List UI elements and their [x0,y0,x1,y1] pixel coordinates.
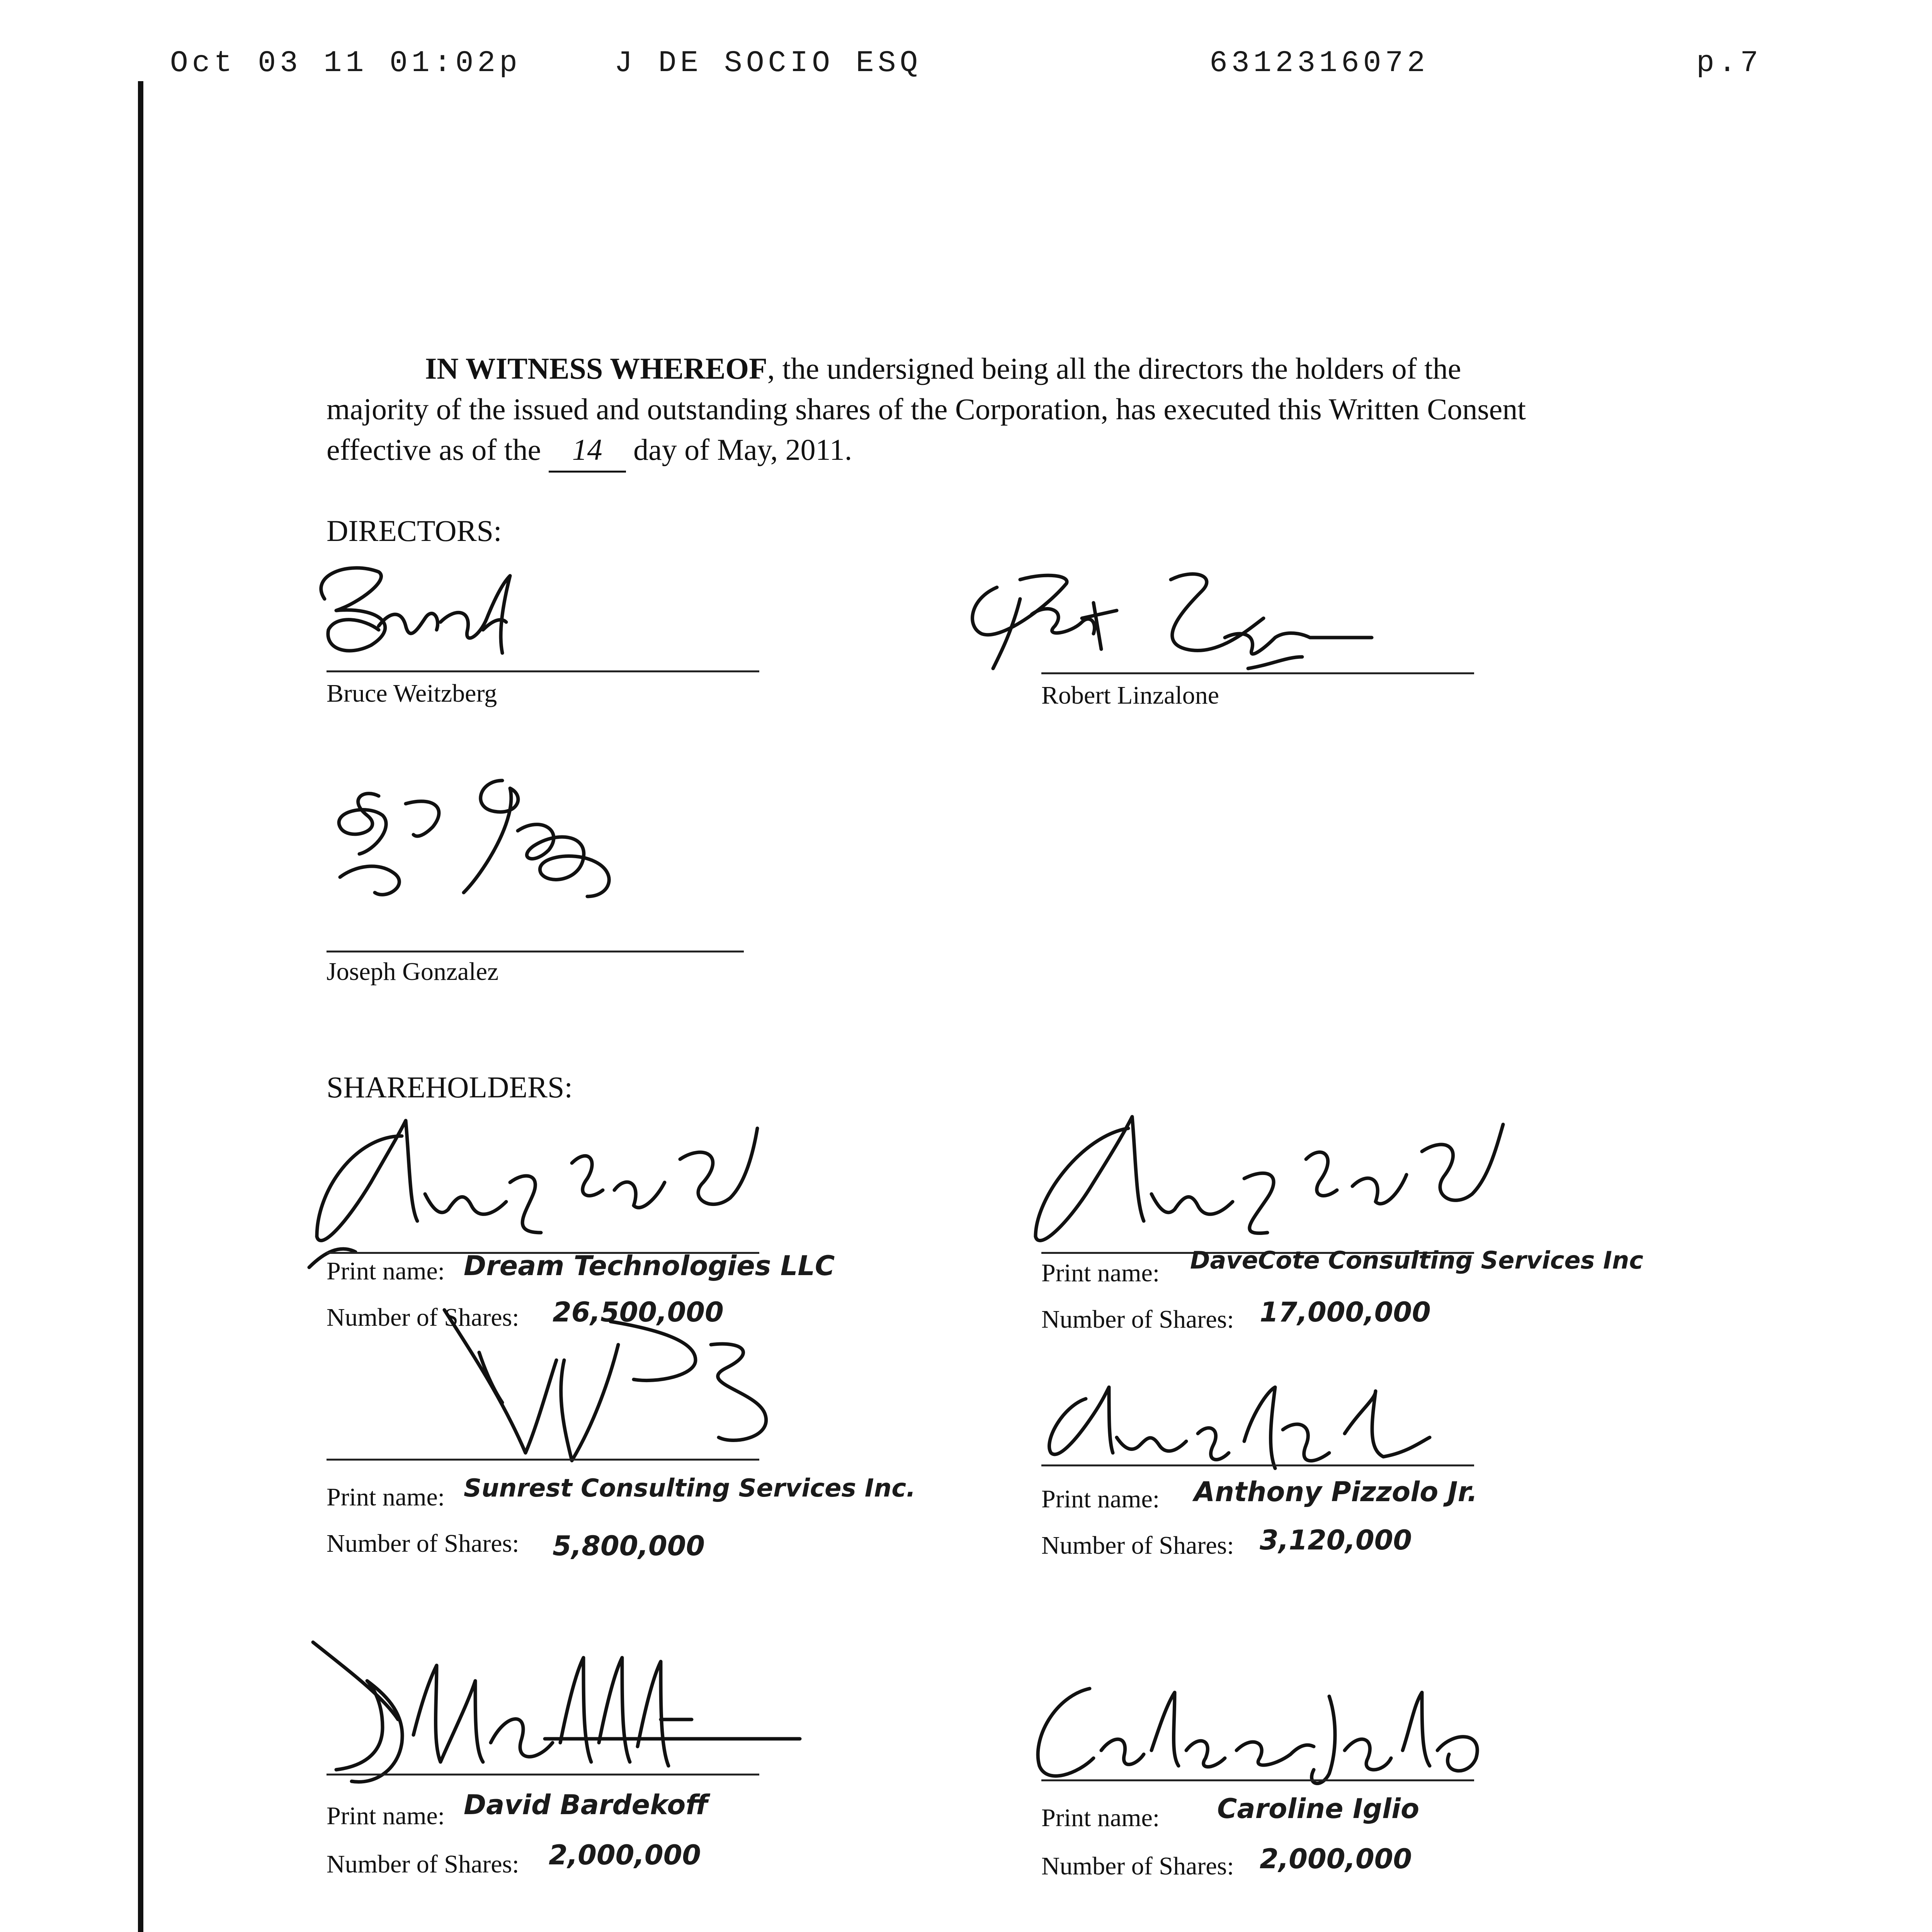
print-name-value-3: Sunrest Consulting Services Inc. [464,1474,916,1503]
print-name-value-2: DaveCote Consulting Services Inc [1190,1246,1643,1274]
print-name-value-5: David Bardekoff [464,1789,708,1821]
signature-bruce-weitzberg [301,553,549,684]
shares-value-6: 2,000,000 [1260,1843,1412,1875]
witness-line-1 [425,348,1654,389]
witness-day-field: 14 [549,429,626,473]
signature-line-bruce-weitzberg [327,670,759,672]
shares-value-2: 17,000,000 [1260,1296,1431,1328]
shareholders-heading: SHAREHOLDERS: [327,1070,573,1104]
fax-edge-bar [138,81,143,1932]
witness-date-suffix: day of May, 2011. [633,433,852,466]
fax-page-number: p.7 [1696,46,1762,80]
director-name-robert-linzalone: Robert Linzalone [1041,681,1219,709]
signature-shareholder-6 [1020,1673,1522,1797]
signature-line-shareholder-5 [327,1774,759,1776]
shares-value-4: 3,120,000 [1260,1524,1412,1556]
shares-label-6: Number of Shares: [1041,1852,1234,1880]
signature-joseph-gonzalez [317,773,688,927]
signature-line-shareholder-6 [1041,1779,1474,1781]
print-name-label-6: Print name: [1041,1804,1160,1832]
print-name-label-3: Print name: [327,1483,445,1511]
signature-line-joseph-gonzalez [327,951,744,952]
print-name-label-1: Print name: [327,1257,445,1285]
director-name-joseph-gonzalez: Joseph Gonzalez [327,957,499,986]
fax-phone: 6312316072 [1209,46,1429,80]
signature-shareholder-4 [1036,1376,1499,1476]
fax-sender: J DE SOCIO ESQ [614,46,922,80]
shares-label-1: Number of Shares: [327,1303,519,1332]
print-name-value-6: Caroline Iglio [1217,1793,1420,1825]
shares-label-4: Number of Shares: [1041,1531,1234,1560]
print-name-value-1: Dream Technologies LLC [464,1250,835,1282]
signature-shareholder-1 [294,1105,796,1275]
signature-line-robert-linzalone [1041,672,1474,674]
signature-line-shareholder-4 [1041,1464,1474,1466]
signature-shareholder-5 [305,1634,808,1804]
shares-value-3: 5,800,000 [553,1530,705,1562]
shares-value-1: 26,500,000 [553,1296,724,1328]
directors-heading: DIRECTORS: [327,514,502,548]
print-name-label-5: Print name: [327,1802,445,1830]
witness-line-3 [327,429,1486,473]
print-name-value-4: Anthony Pizzolo Jr. [1194,1476,1478,1508]
witness-date-prefix: effective as of the [327,433,541,466]
shares-label-2: Number of Shares: [1041,1305,1234,1333]
shares-label-3: Number of Shares: [327,1529,519,1558]
witness-line1-rest: , the undersigned being all the directors the holders of the [767,352,1461,385]
print-name-label-4: Print name: [1041,1485,1160,1513]
fax-datetime: Oct 03 11 01:02p [170,46,521,80]
witness-lead: IN WITNESS WHEREOF [425,352,767,385]
signature-line-shareholder-3 [327,1459,759,1461]
print-name-label-2: Print name: [1041,1259,1160,1287]
shares-value-5: 2,000,000 [549,1839,701,1871]
director-name-bruce-weitzberg: Bruce Weitzberg [327,679,497,707]
witness-line-2: majority of the issued and outstanding shares of the Corporation, has executed this Written Consent [327,392,1526,426]
shares-label-5: Number of Shares: [327,1850,519,1878]
